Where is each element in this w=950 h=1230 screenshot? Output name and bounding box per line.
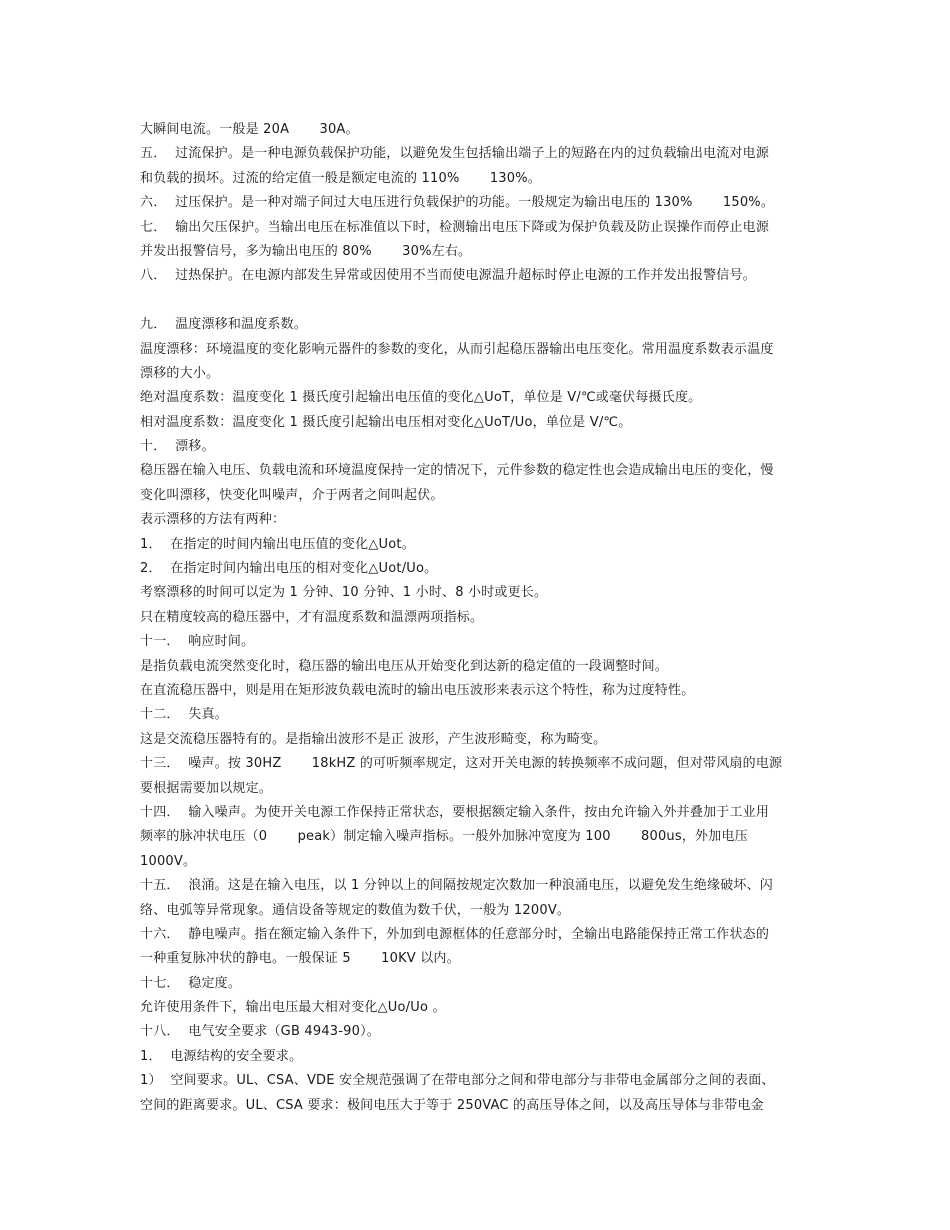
text-line: 表示漂移的方法有两种： [140, 512, 286, 528]
text-line: 大瞬间电流。一般是 20A 30A。 [140, 122, 359, 137]
text-line: 十三． 噪声。按 30HZ 18kHZ 的可听频率规定，这对开关电源的转换频率不成问题，但对带风扇的电源 [140, 756, 783, 772]
section-heading: 十八． 电气安全要求（GB 4943-90）。 [140, 1024, 381, 1040]
text-line: 考察漂移的时间可以定为 1 分钟、10 分钟、1 小时、8 小时或更长。 [140, 585, 548, 601]
text-line: 空间的距离要求。UL、CSA 要求：极间电压大于等于 250VAC 的高压导体之间，以及高压导体与非带电金 [140, 1097, 764, 1113]
text-line: 允许使用条件下，输出电压最大相对变化△Uo/Uo 。 [140, 1000, 446, 1016]
text-line: 稳压器在输入电压、负载电流和环境温度保持一定的情况下，元件参数的稳定性也会造成输出电压的变化，慢 [140, 463, 774, 479]
list-item: 1． 在指定的时间内输出电压值的变化△Uot。 [140, 536, 415, 552]
section-heading: 十． 漂移。 [140, 439, 215, 455]
text-line: 十四． 输入噪声。为使开关电源工作保持正常状态，要根据额定输入条件，按由允许输入外并叠加于工业用 [140, 804, 770, 820]
text-line: 频率的脉冲状电压（0 peak）制定输入噪声指标。一般外加脉冲宽度为 100 800us，外加电压 [140, 829, 748, 845]
section-heading: 十七． 稳定度。 [140, 975, 242, 991]
text-line: 十五． 浪涌。这是在输入电压，以 1 分钟以上的间隔按规定次数加一种浪涌电压，以避免发生绝缘破坏、闪 [140, 878, 774, 894]
list-item: 2． 在指定时间内输出电压的相对变化△Uot/Uo。 [140, 561, 438, 577]
text-line: 八． 过热保护。在电源内部发生异常或因使用不当而使电源温升超标时停止电源的工作并发出报警信号。 [140, 268, 756, 284]
text-line: 温度漂移：环境温度的变化影响元器件的参数的变化，从而引起稳压器输出电压变化。常用温度系数表示温度 [140, 341, 774, 357]
list-item: 1． 电源结构的安全要求。 [140, 1048, 303, 1064]
text-line: 绝对温度系数：温度变化 1 摄氏度引起输出电压值的变化△UoT，单位是 V/℃或毫伏每摄氏度。 [140, 390, 702, 406]
text-line: 这是交流稳压器特有的。是指输出波形不是正 波形，产生波形畸变，称为畸变。 [140, 731, 607, 747]
text-line: 一种重复脉冲状的静电。一般保证 5 10KV 以内。 [140, 951, 460, 967]
text-line: 要根据需要加以规定。 [140, 780, 273, 796]
text-line: 只在精度较高的稳压器中，才有温度系数和温漂两项指标。 [140, 609, 484, 625]
text-line: 漂移的大小。 [140, 365, 220, 381]
section-heading: 十二． 失真。 [140, 707, 228, 723]
text-line: 1） 空间要求。UL、CSA、VDE 安全规范强调了在带电部分之间和带电部分与非带电金属部分之间的表面、 [140, 1073, 775, 1089]
text-line: 十六． 静电噪声。指在额定输入条件下，外加到电源框体的任意部分时，全输出电路能保持正常工作状态的 [140, 926, 770, 942]
text-line: 1000V。 [140, 853, 197, 869]
text-line: 和负载的损坏。过流的给定值一般是额定电流的 110% 130%。 [140, 170, 541, 186]
text-line: 相对温度系数：温度变化 1 摄氏度引起输出电压相对变化△UoT/Uo，单位是 V/℃。 [140, 414, 632, 430]
text-line: 并发出报警信号，多为输出电压的 80% 30%左右。 [140, 243, 472, 259]
text-line: 五． 过流保护。是一种电源负载保护功能，以避免发生包括输出端子上的短路在内的过负载输出电流对电源 [140, 146, 770, 162]
blank-line [140, 289, 820, 313]
text-line: 在直流稳压器中，则是用在矩形波负载电流时的输出电压波形来表示这个特性，称为过度特性。 [140, 682, 695, 698]
section-heading: 十一． 响应时间。 [140, 634, 255, 650]
text-line: 七． 输出欠压保护。当输出电压在标准值以下时，检测输出电压下降或为保护负载及防止误操作而停止电源 [140, 219, 770, 235]
text-line: 络、电弧等异常现象。通信设备等规定的数值为数千伏，一般为 1200V。 [140, 902, 571, 918]
text-line: 是指负载电流突然变化时，稳压器的输出电压从开始变化到达新的稳定值的一段调整时间。 [140, 658, 669, 674]
text-line: 变化叫漂移，快变化叫噪声，介于两者之间叫起伏。 [140, 487, 444, 503]
section-heading: 九． 温度漂移和温度系数。 [140, 317, 308, 333]
text-line: 六． 过压保护。是一种对端子间过大电压进行负载保护的功能。一般规定为输出电压的 130% 150%。 [140, 195, 775, 211]
document-body [140, 118, 820, 1118]
